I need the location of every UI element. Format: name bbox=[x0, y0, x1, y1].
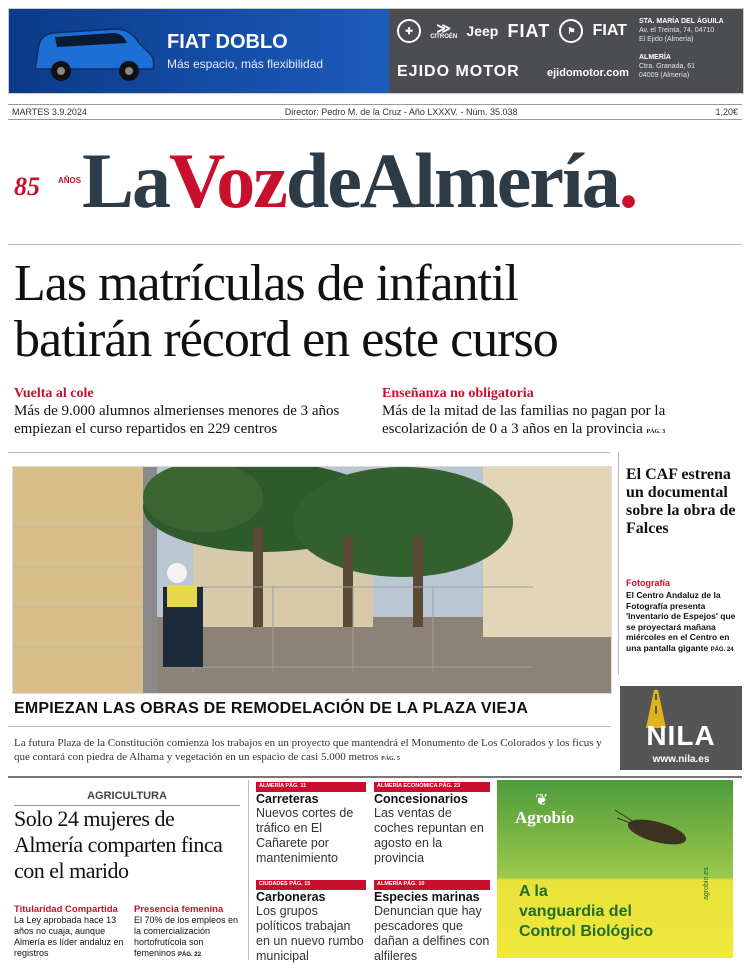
ad-fiat-panel bbox=[9, 9, 389, 93]
brief-text: Denuncian que hay pescadores que dañan a delfines con alfileres bbox=[374, 904, 490, 963]
dealer-name: EJIDO MOTOR bbox=[397, 63, 520, 80]
masthead-la: La bbox=[82, 137, 170, 224]
photo-caption-text: La futura Plaza de la Constitución comienza los trabajos en un proyecto que mantendrá el Monumento de Los Colorados y los ficus y que contará con piedra de Alhama y vegetación en un espacio de casi 5.000 metros bbox=[14, 737, 602, 763]
agrobio-tagline-2: vanguardia del bbox=[519, 903, 632, 920]
lead-right-kicker: Enseñanza no obligatoria bbox=[382, 386, 534, 401]
masthead-almeria: Almería bbox=[359, 137, 619, 224]
nila-logo: NILA bbox=[646, 720, 716, 751]
top-advertisement[interactable] bbox=[8, 8, 744, 94]
lead-right-page: PÁG. 3 bbox=[646, 429, 666, 435]
caf-text bbox=[626, 590, 744, 655]
section-label-agricultura: AGRICULTURA bbox=[14, 790, 240, 806]
masthead-voz: Voz bbox=[169, 137, 286, 224]
fiat-logo: FIAT bbox=[507, 20, 551, 41]
photo-caption bbox=[14, 736, 610, 766]
masthead-de: de bbox=[285, 137, 360, 224]
lead-right-deck bbox=[382, 402, 738, 441]
agrobio-logo: Agrobío bbox=[515, 808, 575, 827]
brand-logos bbox=[397, 17, 627, 45]
bottom-divider bbox=[8, 776, 742, 778]
alfa-romeo-icon: ✚ bbox=[397, 19, 421, 43]
brief-carboneras[interactable] bbox=[256, 880, 366, 964]
photo-caption-page: PÁG. 5 bbox=[381, 756, 400, 762]
caf-kicker: Fotografía bbox=[626, 578, 670, 588]
lead-left-deck: Más de 9.000 alumnos almerienses menores de 3 años empiezan el curso repartidos en 229 centros bbox=[14, 403, 340, 437]
agri-headline[interactable]: Solo 24 mujeres de Almería comparten finca con el marido bbox=[14, 806, 223, 883]
caption-divider bbox=[8, 726, 610, 727]
lead-left-block[interactable] bbox=[14, 386, 370, 438]
lead-headline[interactable] bbox=[14, 256, 734, 368]
agri-col1-kicker: Titularidad Compartida bbox=[14, 904, 118, 915]
caf-headline[interactable]: El CAF estrena un documental sobre la obra de Falces bbox=[626, 466, 736, 537]
agrobio-tagline-3: Control Biológico bbox=[519, 923, 654, 940]
address-1-line1: Av. el Treinta, 74, 04710 bbox=[639, 27, 715, 34]
lead-right-deck-text: Más de la mitad de las familias no pagan por la escolarización de 0 a 3 años en la provincia bbox=[382, 403, 666, 437]
plaza-vieja-photo[interactable] bbox=[12, 466, 612, 694]
agrobio-url[interactable]: agrobio.es bbox=[703, 867, 710, 900]
address-2-line2: 04009 (Almería) bbox=[639, 72, 690, 79]
dealer-addresses bbox=[639, 17, 739, 80]
ad-dealer-panel bbox=[389, 9, 743, 93]
brief-especies-marinas[interactable] bbox=[374, 880, 490, 964]
agri-col2-text bbox=[134, 915, 242, 961]
abarth-icon: ⚑ bbox=[559, 19, 583, 43]
address-2-line1: Ctra. Granada, 61 bbox=[639, 63, 696, 70]
dealer-url[interactable]: ejidomotor.com bbox=[547, 67, 629, 79]
headline-line-1: Las matrículas de infantil bbox=[14, 255, 518, 312]
lead-right-block[interactable] bbox=[382, 386, 738, 441]
brief-title: Carreteras bbox=[256, 792, 319, 806]
briefs-divider bbox=[248, 780, 249, 960]
lead-left-kicker: Vuelta al cole bbox=[14, 386, 94, 401]
agrobio-tagline-1: A la bbox=[519, 883, 548, 900]
masthead-title[interactable] bbox=[82, 136, 636, 226]
brief-text: Los grupos políticos trabajan en un nuevo rumbo municipal bbox=[256, 904, 364, 963]
brief-label: ALMERÍA PÁG. 11 bbox=[256, 782, 366, 792]
nila-url[interactable]: www.nila.es bbox=[652, 754, 710, 765]
masthead-dot: . bbox=[618, 137, 637, 224]
agrobio-advertisement[interactable] bbox=[497, 780, 733, 958]
agri-col1[interactable] bbox=[14, 904, 124, 959]
plaza-photo-illustration bbox=[13, 467, 611, 693]
leaf-icon: ❦ bbox=[535, 792, 549, 809]
caf-text-body: El Centro Andaluz de la Fotografía presenta 'Inventario de Espejos' que se proyectará mañana miércoles en el Centro en una pantalla gigante bbox=[626, 590, 736, 653]
right-column-divider bbox=[618, 452, 619, 674]
issue-price: 1,20€ bbox=[715, 107, 738, 117]
anniversary-label: AÑOS bbox=[58, 176, 82, 185]
caf-page: PÁG. 24 bbox=[710, 646, 734, 653]
ad-slogan: Más espacio, más flexibilidad bbox=[167, 57, 324, 71]
brief-carreteras[interactable] bbox=[256, 782, 366, 866]
brief-label: ALMERÍA PÁG. 10 bbox=[374, 880, 490, 890]
brief-label: CIUDADES PÁG. 15 bbox=[256, 880, 366, 890]
address-1-line2: El Ejido (Almería) bbox=[639, 36, 694, 43]
car-icon bbox=[27, 19, 157, 85]
brief-title: Carboneras bbox=[256, 890, 326, 904]
agri-col1-text: La Ley aprobada hace 13 años no cuaja, aunque Almería es líder andaluz en registros bbox=[14, 915, 124, 958]
brief-title: Concesionarios bbox=[374, 792, 468, 806]
agri-col2-body: El 70% de los empleos en la comercialización hortofrutícola son femeninos bbox=[134, 915, 239, 958]
ad-model-name: FIAT DOBLO bbox=[167, 31, 288, 53]
agri-col2-kicker: Presencia femenina bbox=[134, 904, 224, 915]
address-2-title: ALMERÍA bbox=[639, 54, 671, 61]
brief-label: ALMERÍA ECONÓMICA PÁG. 23 bbox=[374, 782, 490, 792]
brief-concesionarios[interactable] bbox=[374, 782, 490, 866]
headline-line-2: batirán récord en este curso bbox=[14, 311, 558, 368]
nila-advertisement[interactable] bbox=[620, 686, 742, 770]
agri-col2-page: PÁG. 22 bbox=[178, 952, 202, 958]
anniversary-number: 85 bbox=[14, 172, 40, 201]
brief-text: Nuevos cortes de tráfico en El Cañarete por mantenimiento bbox=[256, 806, 354, 865]
fiat-professional-logo: FIAT bbox=[592, 22, 627, 39]
agrobio-tagline bbox=[519, 882, 689, 942]
issue-date: MARTES 3.9.2024 bbox=[12, 107, 87, 117]
brief-text: Las ventas de coches repuntan en agosto en la provincia bbox=[374, 806, 484, 865]
jeep-logo: Jeep bbox=[466, 23, 499, 39]
citroen-icon: ≫ CITROËN bbox=[430, 20, 458, 40]
brief-title: Especies marinas bbox=[374, 890, 480, 904]
address-1-title: STA. MARÍA DEL ÁGUILA bbox=[639, 18, 724, 25]
issue-info: Director: Pedro M. de la Cruz - Año LXXXV. - Núm. 35.038 bbox=[284, 107, 518, 117]
agri-col2[interactable] bbox=[134, 904, 242, 961]
dateline bbox=[8, 104, 742, 120]
photo-divider bbox=[8, 452, 610, 453]
photo-headline[interactable]: EMPIEZAN LAS OBRAS DE REMODELACIÓN DE LA PLAZA VIEJA bbox=[14, 700, 529, 717]
lead-divider bbox=[8, 244, 742, 245]
